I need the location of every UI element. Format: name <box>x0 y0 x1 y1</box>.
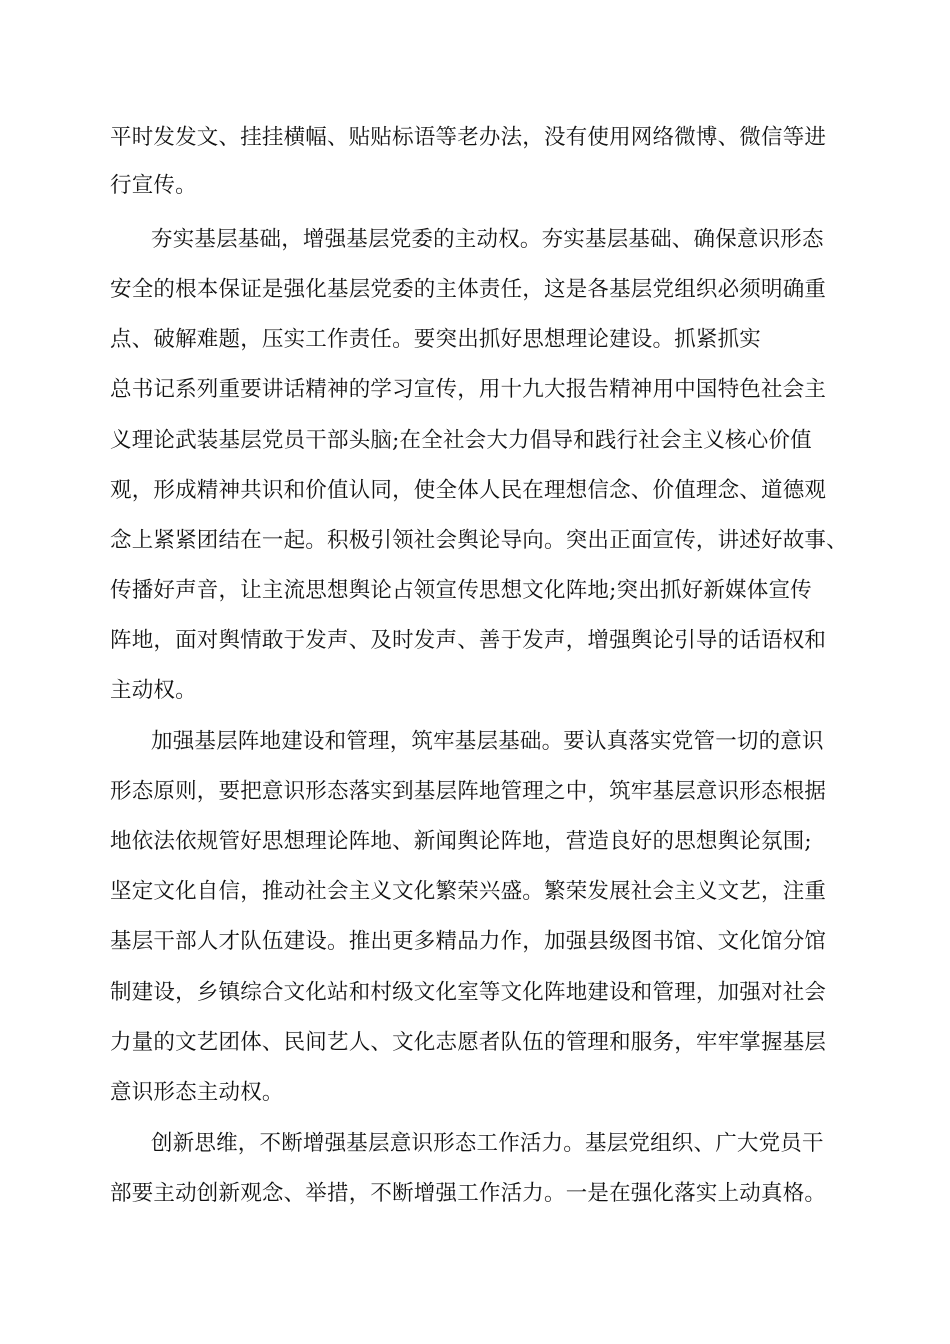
text-line: 部要主动创新观念、举措，不断增强工作活力。一是在强化落实上动真格。 <box>110 1181 827 1206</box>
paragraph-first-line: 创新思维，不断增强基层意识形态工作活力。基层党组织、广大党员干 <box>151 1131 824 1156</box>
text-line: 力量的文艺团体、民间艺人、文化志愿者队伍的管理和服务，牢牢掌握基层 <box>110 1030 827 1055</box>
text-line: 坚定文化自信，推动社会主义文化繁荣兴盛。繁荣发展社会主义文艺，注重 <box>110 879 827 904</box>
text-line: 念上紧紧团结在一起。积极引领社会舆论导向。突出正面宣传，讲述好故事、 <box>110 528 848 553</box>
text-line: 传播好声音，让主流思想舆论占领宣传思想文化阵地;突出抓好新媒体宣传 <box>110 578 812 603</box>
text-line: 意识形态主动权。 <box>110 1080 284 1105</box>
paragraph-first-line: 加强基层阵地建设和管理，筑牢基层基础。要认真落实党管一切的意识 <box>151 729 824 754</box>
text-line: 形态原则，要把意识形态落实到基层阵地管理之中，筑牢基层意识形态根据 <box>110 779 827 804</box>
text-line: 基层干部人才队伍建设。推出更多精品力作，加强县级图书馆、文化馆分馆 <box>110 929 827 954</box>
text-line: 地依法依规管好思想理论阵地、新闻舆论阵地，营造良好的思想舆论氛围; <box>110 829 812 854</box>
text-line: 观，形成精神共识和价值认同，使全体人民在理想信念、价值理念、道德观 <box>110 478 827 503</box>
text-line: 安全的根本保证是强化基层党委的主体责任，这是各基层党组织必须明确重 <box>110 277 827 302</box>
text-line: 总书记系列重要讲话精神的学习宣传，用十九大报告精神用中国特色社会主 <box>110 377 827 402</box>
text-line: 阵地，面对舆情敢于发声、及时发声、善于发声，增强舆论引导的话语权和 <box>110 628 827 653</box>
paragraph-first-line: 夯实基层基础，增强基层党委的主动权。夯实基层基础、确保意识形态 <box>151 227 824 252</box>
text-line: 点、破解难题，压实工作责任。要突出抓好思想理论建设。抓紧抓实 <box>110 327 762 352</box>
text-line: 主动权。 <box>110 678 197 703</box>
text-line: 制建设，乡镇综合文化站和村级文化室等文化阵地建设和管理，加强对社会 <box>110 980 827 1005</box>
text-line: 行宣传。 <box>110 173 197 198</box>
text-line: 平时发发文、挂挂横幅、贴贴标语等老办法，没有使用网络微博、微信等进 <box>110 125 827 150</box>
text-line: 义理论武装基层党员干部头脑;在全社会大力倡导和践行社会主义核心价值 <box>110 428 812 453</box>
